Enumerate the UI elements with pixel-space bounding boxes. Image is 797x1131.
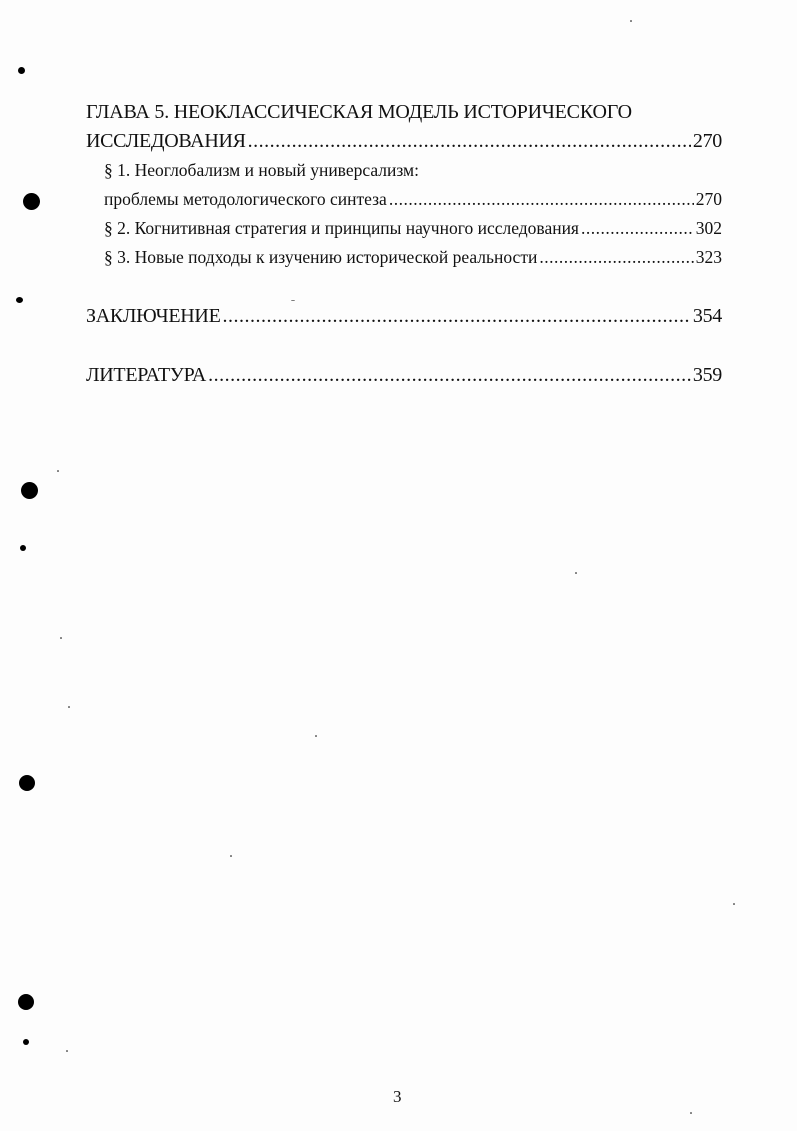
- toc-conclusion-page: 354: [692, 305, 722, 327]
- toc-leader-dots: [208, 365, 691, 385]
- scan-speck: [66, 1050, 68, 1052]
- toc-literature-entry: [86, 365, 722, 385]
- punch-hole-mark: [23, 193, 40, 210]
- scan-speck: [315, 735, 317, 737]
- punch-hole-mark: [16, 297, 23, 303]
- scan-speck: [57, 470, 59, 472]
- toc-chapter5-page: 270: [692, 130, 722, 152]
- scan-speck: [230, 855, 232, 857]
- punch-hole-mark: [23, 1039, 29, 1045]
- punch-hole-mark: [19, 775, 35, 791]
- scan-speck: [291, 300, 295, 301]
- scan-speck: [68, 706, 70, 708]
- toc-literature-title: ЛИТЕРАТУРА: [86, 364, 207, 386]
- toc-leader-dots: [389, 191, 694, 209]
- toc-section2-entry: [104, 220, 722, 238]
- toc-literature-page: 359: [692, 364, 722, 386]
- toc-section1-page: 270: [695, 189, 722, 209]
- toc-leader-dots: [248, 131, 691, 151]
- toc-chapter5-entry: [86, 131, 722, 151]
- scan-speck: [733, 903, 735, 905]
- toc-leader-dots: [222, 306, 690, 326]
- scan-speck: [630, 20, 632, 22]
- scan-speck: [690, 1112, 692, 1114]
- scan-speck: [575, 572, 577, 574]
- toc-section1-title: [104, 162, 419, 180]
- punch-hole-mark: [20, 545, 26, 551]
- toc-section1-title-cont: проблемы методологического синтеза: [104, 189, 387, 209]
- scan-speck: [60, 637, 62, 639]
- page-number: 3: [393, 1087, 402, 1106]
- toc-conclusion-title: ЗАКЛЮЧЕНИЕ: [86, 305, 221, 327]
- toc-leader-dots: [581, 220, 694, 238]
- toc-leader-dots: [539, 249, 693, 267]
- toc-chapter5-title-text: ГЛАВА 5. НЕОКЛАССИЧЕСКАЯ МОДЕЛЬ ИСТОРИЧЕСКОГО: [86, 101, 632, 123]
- toc-chapter5-title: [86, 102, 632, 122]
- toc-section3-title: § 3. Новые подходы к изучению исторической реальности: [104, 247, 538, 267]
- punch-hole-mark: [18, 67, 25, 74]
- toc-conclusion-entry: [86, 306, 722, 326]
- punch-hole-mark: [18, 994, 34, 1010]
- toc-section2-page: 302: [695, 218, 722, 238]
- toc-section1-entry: [104, 191, 722, 209]
- punch-hole-mark: [21, 482, 38, 499]
- toc-section2-title: § 2. Когнитивная стратегия и принципы научного исследования: [104, 218, 579, 238]
- toc-section3-entry: [104, 249, 722, 267]
- toc-section1-title-text: § 1. Неоглобализм и новый универсализм:: [104, 160, 419, 180]
- toc-section3-page: 323: [695, 247, 722, 267]
- toc-chapter5-title-cont: ИССЛЕДОВАНИЯ: [86, 130, 246, 152]
